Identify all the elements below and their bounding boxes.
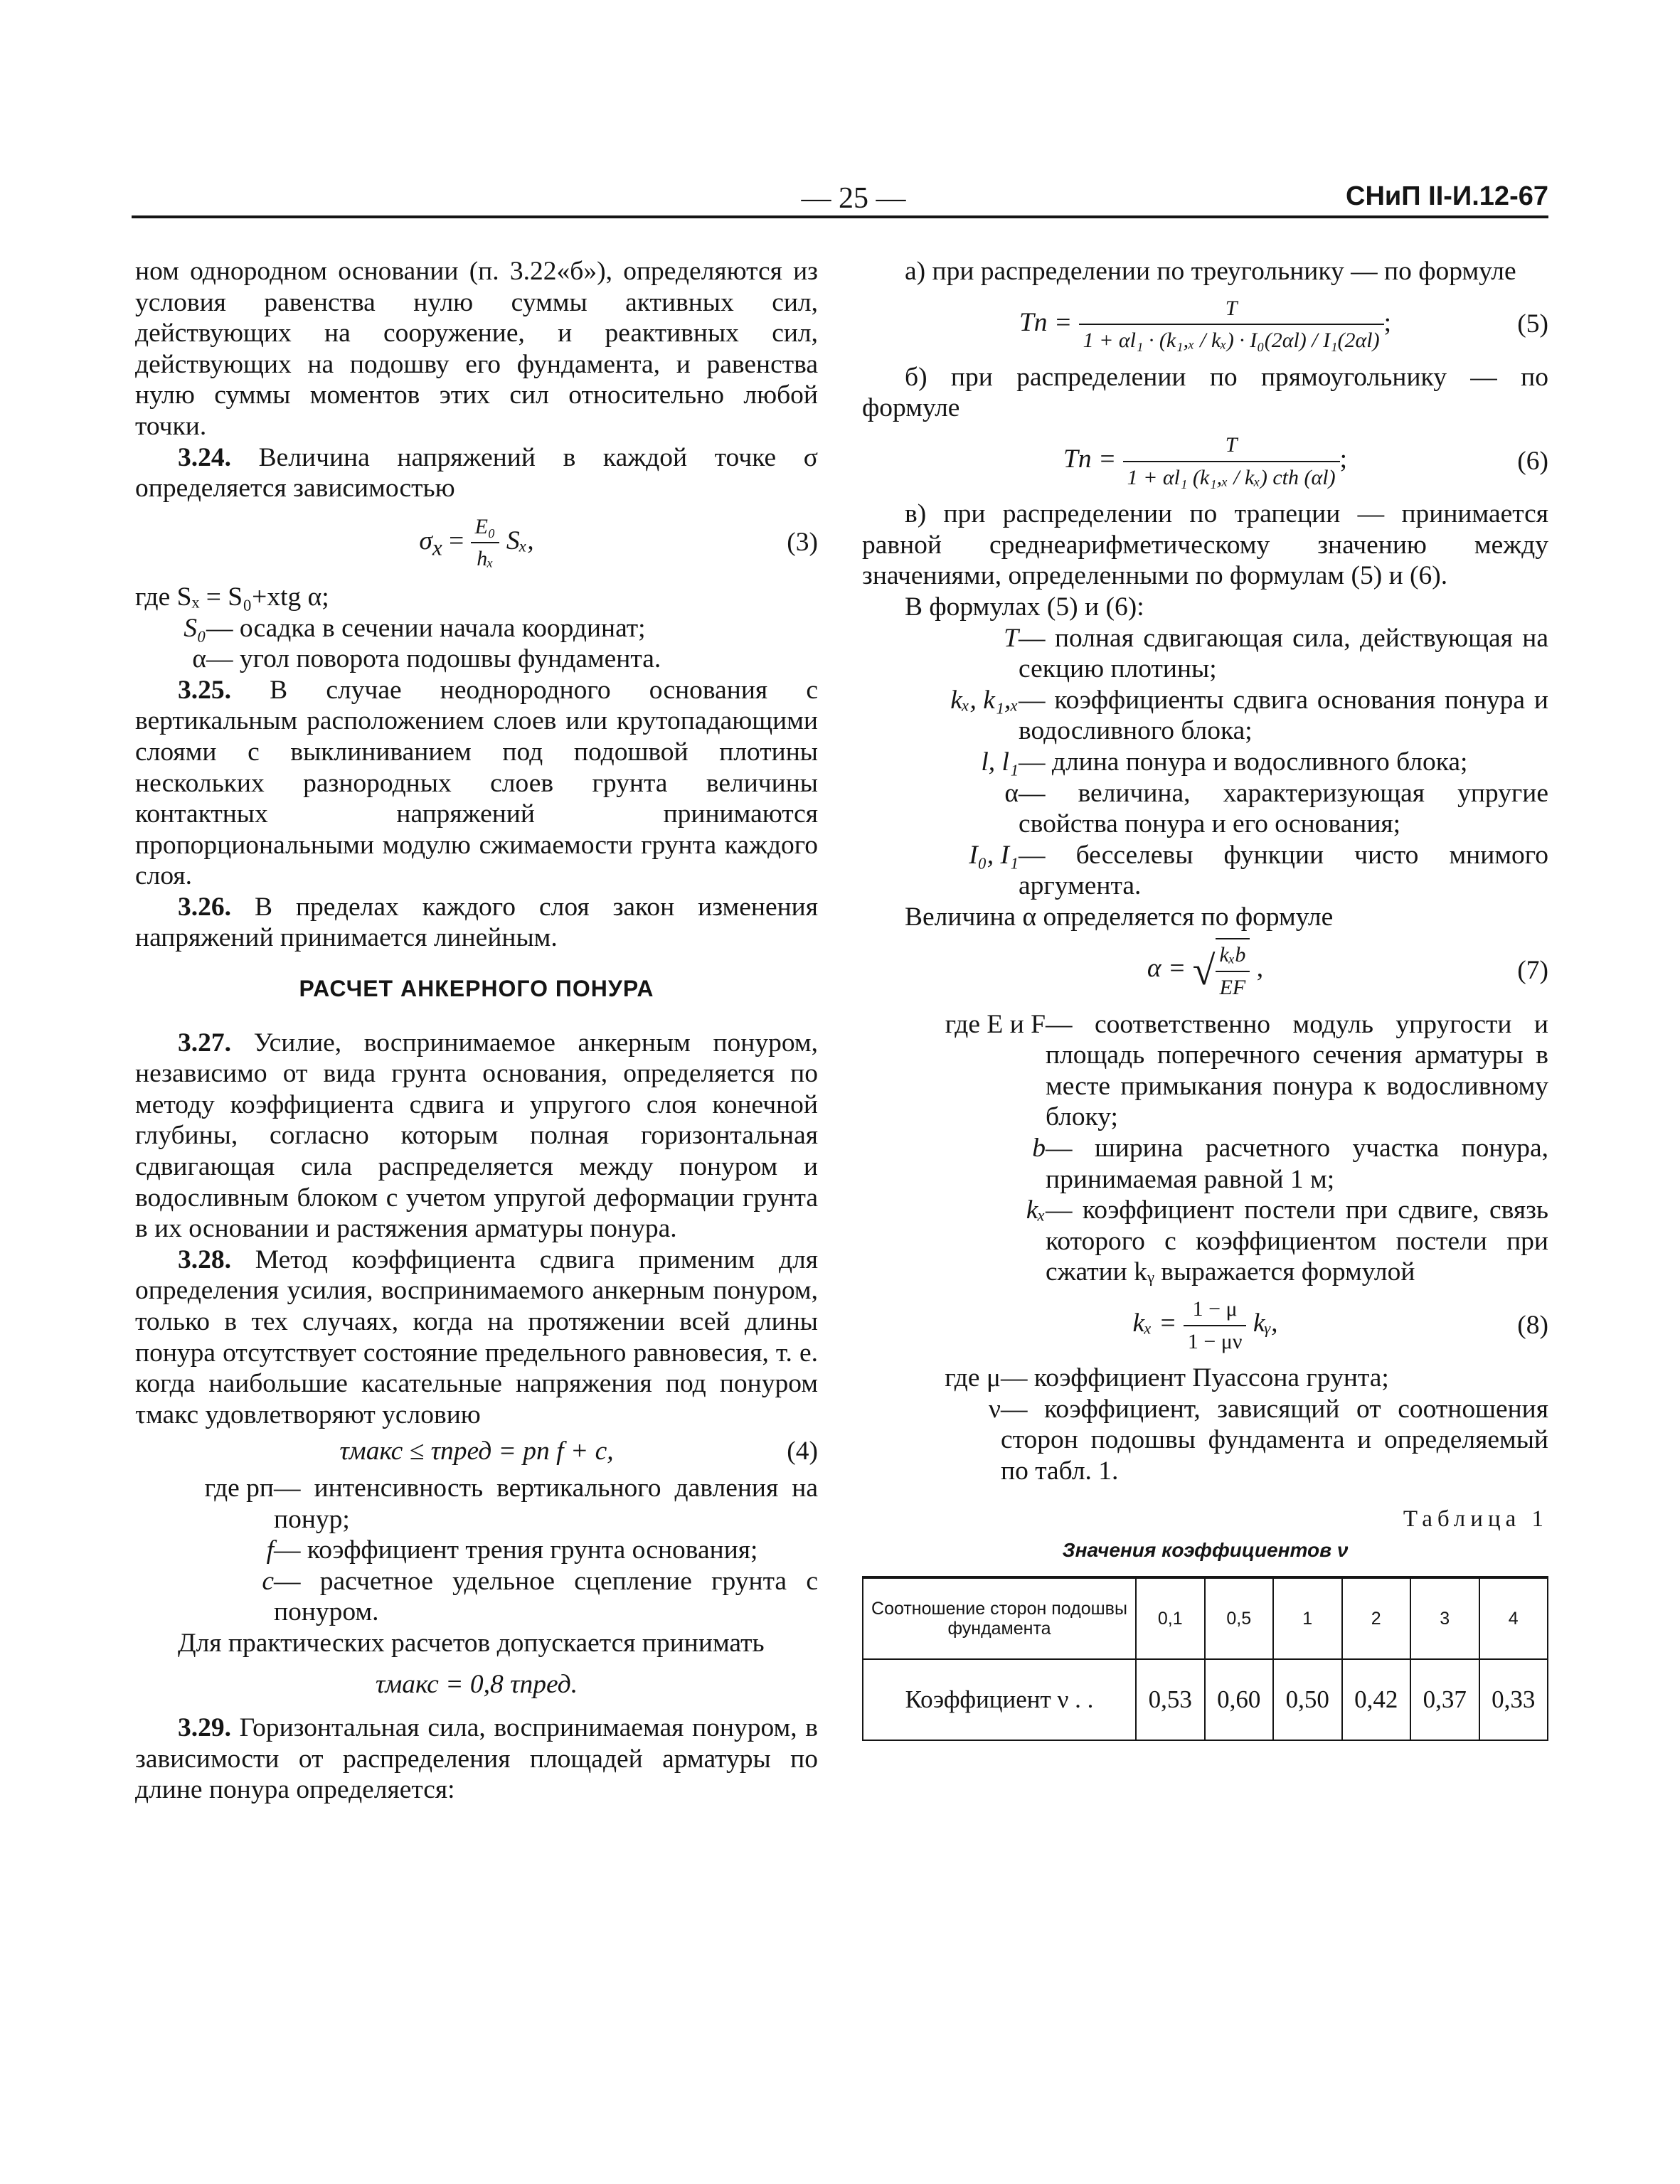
clause-number: 3.26. xyxy=(178,892,231,922)
defs-formula-7 xyxy=(862,1009,1548,1288)
clause-number: 3.28. xyxy=(178,1245,231,1274)
coefficients-table xyxy=(862,1576,1548,1741)
formula-3-fraction xyxy=(471,511,500,575)
formula-5-label: (5) xyxy=(1517,309,1548,339)
case-a-text: а) при распределении по треугольнику — по формуле xyxy=(905,257,1516,286)
table-row xyxy=(863,1659,1548,1740)
left-column xyxy=(135,256,818,1806)
table-header-cell: 0,5 xyxy=(1205,1577,1274,1659)
formula-8-label: (8) xyxy=(1517,1310,1548,1340)
sqrt-icon: √ xyxy=(1192,947,1216,994)
def-desc: — бесселевы функции чисто мнимого аргумента. xyxy=(1019,840,1548,901)
formula-5-fraction xyxy=(1079,293,1384,356)
table-header-cell: 1 xyxy=(1273,1577,1342,1659)
def-term: kₓ, k₁,ₓ xyxy=(950,685,1019,715)
table-cell: 0,50 xyxy=(1273,1659,1342,1740)
def-l xyxy=(862,747,1548,778)
def-desc: — коэффициент, зависящий от соотношения сторон подошвы фундамента и определяемый по табл. 1. xyxy=(1001,1394,1548,1486)
def-term: l, l₁ xyxy=(981,747,1019,777)
def-desc: — полная сдвигающая сила, действующая на секцию плотины; xyxy=(1019,623,1548,684)
paragraph-3-26 xyxy=(135,892,818,954)
clause-text: Величина напряжений в каждой точке σ определяется зависимостью xyxy=(135,442,818,504)
practical-note: Для практических расчетов допускается принимать xyxy=(178,1628,765,1658)
case-v-text: в) при распределении по трапеции — принимается равной среднеарифметическому значению между значениями, определенными по формулам (5) и (6). xyxy=(862,499,1548,591)
defs-formula-8 xyxy=(862,1363,1548,1486)
def-term: α xyxy=(192,644,206,674)
clause-text: Горизонтальная сила, воспринимаемая понуром, в зависимости от распределения площадей арматуры по длине понура определяется: xyxy=(135,1713,818,1805)
def-s0 xyxy=(135,613,818,644)
document-code: СНиП II-И.12-67 xyxy=(1346,181,1548,211)
table-header-cell: 2 xyxy=(1342,1577,1411,1659)
table-cell: 0,53 xyxy=(1136,1659,1205,1740)
table-cell: 0,37 xyxy=(1410,1659,1479,1740)
formula-6-label: (6) xyxy=(1517,446,1548,476)
formula-7: α = √ $\frac{\text{kₓb}}{EF}$ , (7) xyxy=(862,938,1548,1003)
table-header-cell: 3 xyxy=(1410,1577,1479,1659)
clause-text: Метод коэффициента сдвига применим для определения усилия, воспринимаемого анкерным понуром, только в тех случаях, когда на протяжении всей длины понура отсутствует состояние предельного равновесия, т. е. когда наибольшие касательные напряжения под понуром τмакс удовлетворяют условию xyxy=(135,1245,818,1429)
def-desc: — величина, характеризующая упругие свойства понура и его основания; xyxy=(1019,778,1548,839)
def-alpha xyxy=(862,778,1548,840)
where-sx: где Sₓ = S₀+xtg α; xyxy=(135,582,329,612)
formula-6-numerator: T xyxy=(1225,432,1238,457)
def-mu xyxy=(862,1363,1548,1394)
formula-3-label: (3) xyxy=(787,528,818,558)
defs-formulas-5-6 xyxy=(862,623,1548,902)
def-desc: — ширина расчетного участка понура, принимаемая равной 1 м; xyxy=(1046,1134,1548,1194)
formula-7-lhs: α = xyxy=(1147,954,1186,984)
formula-3-lhs: σ xyxy=(419,526,432,555)
def-kx xyxy=(862,1195,1548,1288)
header-rule xyxy=(132,215,1548,218)
def-term: c xyxy=(262,1566,274,1596)
table-cell: 0,33 xyxy=(1479,1659,1548,1740)
formula-4-label: (4) xyxy=(787,1437,818,1466)
formula-5-lhs: Tп = xyxy=(1019,307,1073,337)
def-term: kₓ xyxy=(1026,1195,1046,1225)
formula-8 xyxy=(862,1294,1548,1357)
case-b-text: б) при распределении по прямоугольнику — по формуле xyxy=(862,362,1548,423)
formula-6-denominator: 1 + αl₁ (k₁,ₓ / kₓ) cth (αl) xyxy=(1123,461,1340,494)
def-desc: — длина понура и водосливного блока; xyxy=(1019,747,1468,777)
def-desc: — соответственно модуль упругости и площадь поперечного сечения арматуры в месте примыкания понура к водосливному блоку; xyxy=(1046,1009,1548,1132)
def-b xyxy=(862,1133,1548,1195)
paragraph-3-28 xyxy=(135,1245,818,1431)
clause-number: 3.29. xyxy=(178,1713,231,1743)
table-cell: 0,60 xyxy=(1205,1659,1274,1740)
formula-5-denominator: 1 + αl₁ · (k₁,ₓ / kₓ) · I₀(2αl) / I₁(2αl) xyxy=(1079,324,1384,356)
clause-number: 3.25. xyxy=(178,675,231,705)
table-header-label: Соотношение сторон подошвы фундамента xyxy=(863,1577,1136,1659)
def-pp xyxy=(135,1473,818,1535)
formula-4 xyxy=(135,1436,818,1467)
formula-4-body: τмакс ≤ τпред = pп f + c, xyxy=(339,1437,614,1466)
formula-6: Tп = $\frac{T}{\text{1 + αl₁ (k₁,ₓ / kₓ) cth (αl)}}$ ; (6) xyxy=(862,430,1548,493)
clause-number: 3.24. xyxy=(178,442,231,472)
def-term: α xyxy=(1004,778,1019,808)
def-k xyxy=(862,685,1548,747)
clause-text: В пределах каждого слоя закон изменения напряжений принимается линейным. xyxy=(135,892,818,953)
table-header-cell: 0,1 xyxy=(1136,1577,1205,1659)
table-title: Значения коэффициентов ν xyxy=(1062,1539,1349,1562)
def-I xyxy=(862,840,1548,902)
clause-text: В случае неоднородного основания с вертикальным расположением слоев или крутопадающими слоями с выклиниванием под подошвой плотины нескольких разнородных слоев грунта величины контактных напряжений принимаются пропорциональными модулю сжимаемости грунта каждого слоя. xyxy=(135,675,818,891)
def-term: S₀ xyxy=(184,613,206,643)
clause-text: Усилие, воспринимаемое анкерным понуром, независимо от вида грунта основания, определяется по методу коэффициента сдвига и упругого слоя конечной глубины, согласно которым полная горизонтальная сдвигающая сила распределяется между понуром и водосливным блоком с учетом упругой деформации грунта в их основании и растяжения арматуры понура. xyxy=(135,1028,818,1244)
formula-6-lhs: Tп = xyxy=(1063,444,1117,474)
formula-8-lhs: kₓ = xyxy=(1132,1309,1177,1338)
def-term: где pп xyxy=(204,1473,274,1503)
formula-tau xyxy=(135,1669,818,1700)
paragraph-3-24 xyxy=(135,442,818,504)
formula-5-numerator: T xyxy=(1225,296,1238,320)
def-T xyxy=(862,623,1548,685)
def-term: где E и F xyxy=(945,1009,1046,1039)
formula-3-tail: Sₓ, xyxy=(506,526,534,555)
formula-5: Tп = $\frac{T}{\text{1 + αl₁ · (k₁,ₓ / kₓ) · I₀(2αl) / I₁(2αl)}}$ ; (5) xyxy=(862,293,1548,356)
def-EF xyxy=(862,1009,1548,1133)
formula-7-fraction xyxy=(1216,938,1250,1003)
def-f xyxy=(135,1535,818,1566)
def-desc: — коэффициент трения грунта основания; xyxy=(274,1535,758,1565)
table-header-row xyxy=(863,1577,1548,1659)
def-term: b xyxy=(1032,1134,1046,1163)
page-number: — 25 — xyxy=(801,182,906,215)
def-alpha xyxy=(135,644,818,675)
formulas-legend-intro: В формулах (5) и (6): xyxy=(905,592,1144,622)
formula-8-tail: kᵧ, xyxy=(1253,1309,1278,1338)
formula-7-denominator: EF xyxy=(1216,971,1250,1003)
defs-3-24 xyxy=(135,613,818,675)
intro-paragraph: ном однородном основании (п. 3.22«б»), определяются из условия равенства нулю суммы активных сил, действующих на сооружение, и реактивных сил, действующих на подошву его фундамента, и равенства нулю суммы моментов этих сил относительно любой точки. xyxy=(135,257,818,441)
def-term: f xyxy=(266,1535,274,1565)
formula-tau-body: τмакс = 0,8 τпред. xyxy=(375,1669,578,1699)
formula-3-eq: = xyxy=(449,526,464,555)
right-column xyxy=(862,256,1548,1741)
def-c xyxy=(135,1566,818,1628)
table-row-label: Коэффициент ν . . xyxy=(863,1659,1136,1740)
formula-3-lhs-sub: x xyxy=(432,535,442,560)
def-term: T xyxy=(1004,623,1019,653)
table-cell: 0,42 xyxy=(1342,1659,1411,1740)
formula-3-denominator: hₓ xyxy=(471,542,500,575)
formula-6-fraction xyxy=(1123,430,1340,493)
formula-8-fraction xyxy=(1184,1294,1247,1357)
table-header-cell: 4 xyxy=(1479,1577,1548,1659)
paragraph-3-27 xyxy=(135,1028,818,1245)
formula-8-denominator: 1 − μν xyxy=(1184,1325,1247,1358)
def-desc: — интенсивность вертикального давления на понур; xyxy=(274,1473,818,1534)
table-caption: Таблица 1 xyxy=(1403,1506,1548,1532)
formula-3-numerator: E₀ xyxy=(474,514,496,538)
def-term: ν xyxy=(989,1394,1001,1424)
def-desc: — осадка в сечении начала координат; xyxy=(206,613,646,643)
def-desc: — угол поворота подошвы фундамента. xyxy=(206,644,661,674)
formula-7-label: (7) xyxy=(1517,956,1548,986)
def-term: I₀, I₁ xyxy=(969,840,1019,870)
paragraph-3-29 xyxy=(135,1712,818,1806)
formula-3 xyxy=(135,511,818,575)
section-heading: РАСЧЕТ АНКЕРНОГО ПОНУРА xyxy=(299,976,654,1002)
def-desc: — расчетное удельное сцепление грунта с понуром. xyxy=(274,1566,818,1627)
defs-3-28 xyxy=(135,1473,818,1628)
clause-number: 3.27. xyxy=(178,1028,231,1058)
def-nu xyxy=(862,1394,1548,1487)
def-term: где μ xyxy=(945,1363,1001,1393)
paragraph-3-25 xyxy=(135,675,818,892)
def-desc: — коэффициент постели при сдвиге, связь которого с коэффициентом постели при сжатии kᵧ выражается формулой xyxy=(1046,1195,1548,1287)
def-desc: — коэффициент Пуассона грунта; xyxy=(1001,1363,1389,1393)
alpha-intro: Величина α определяется по формуле xyxy=(905,902,1334,932)
formula-7-numerator: kₓb xyxy=(1219,943,1246,967)
def-desc: — коэффициенты сдвига основания понура и водосливного блока; xyxy=(1019,685,1548,746)
formula-8-numerator: 1 − μ xyxy=(1192,1297,1238,1321)
